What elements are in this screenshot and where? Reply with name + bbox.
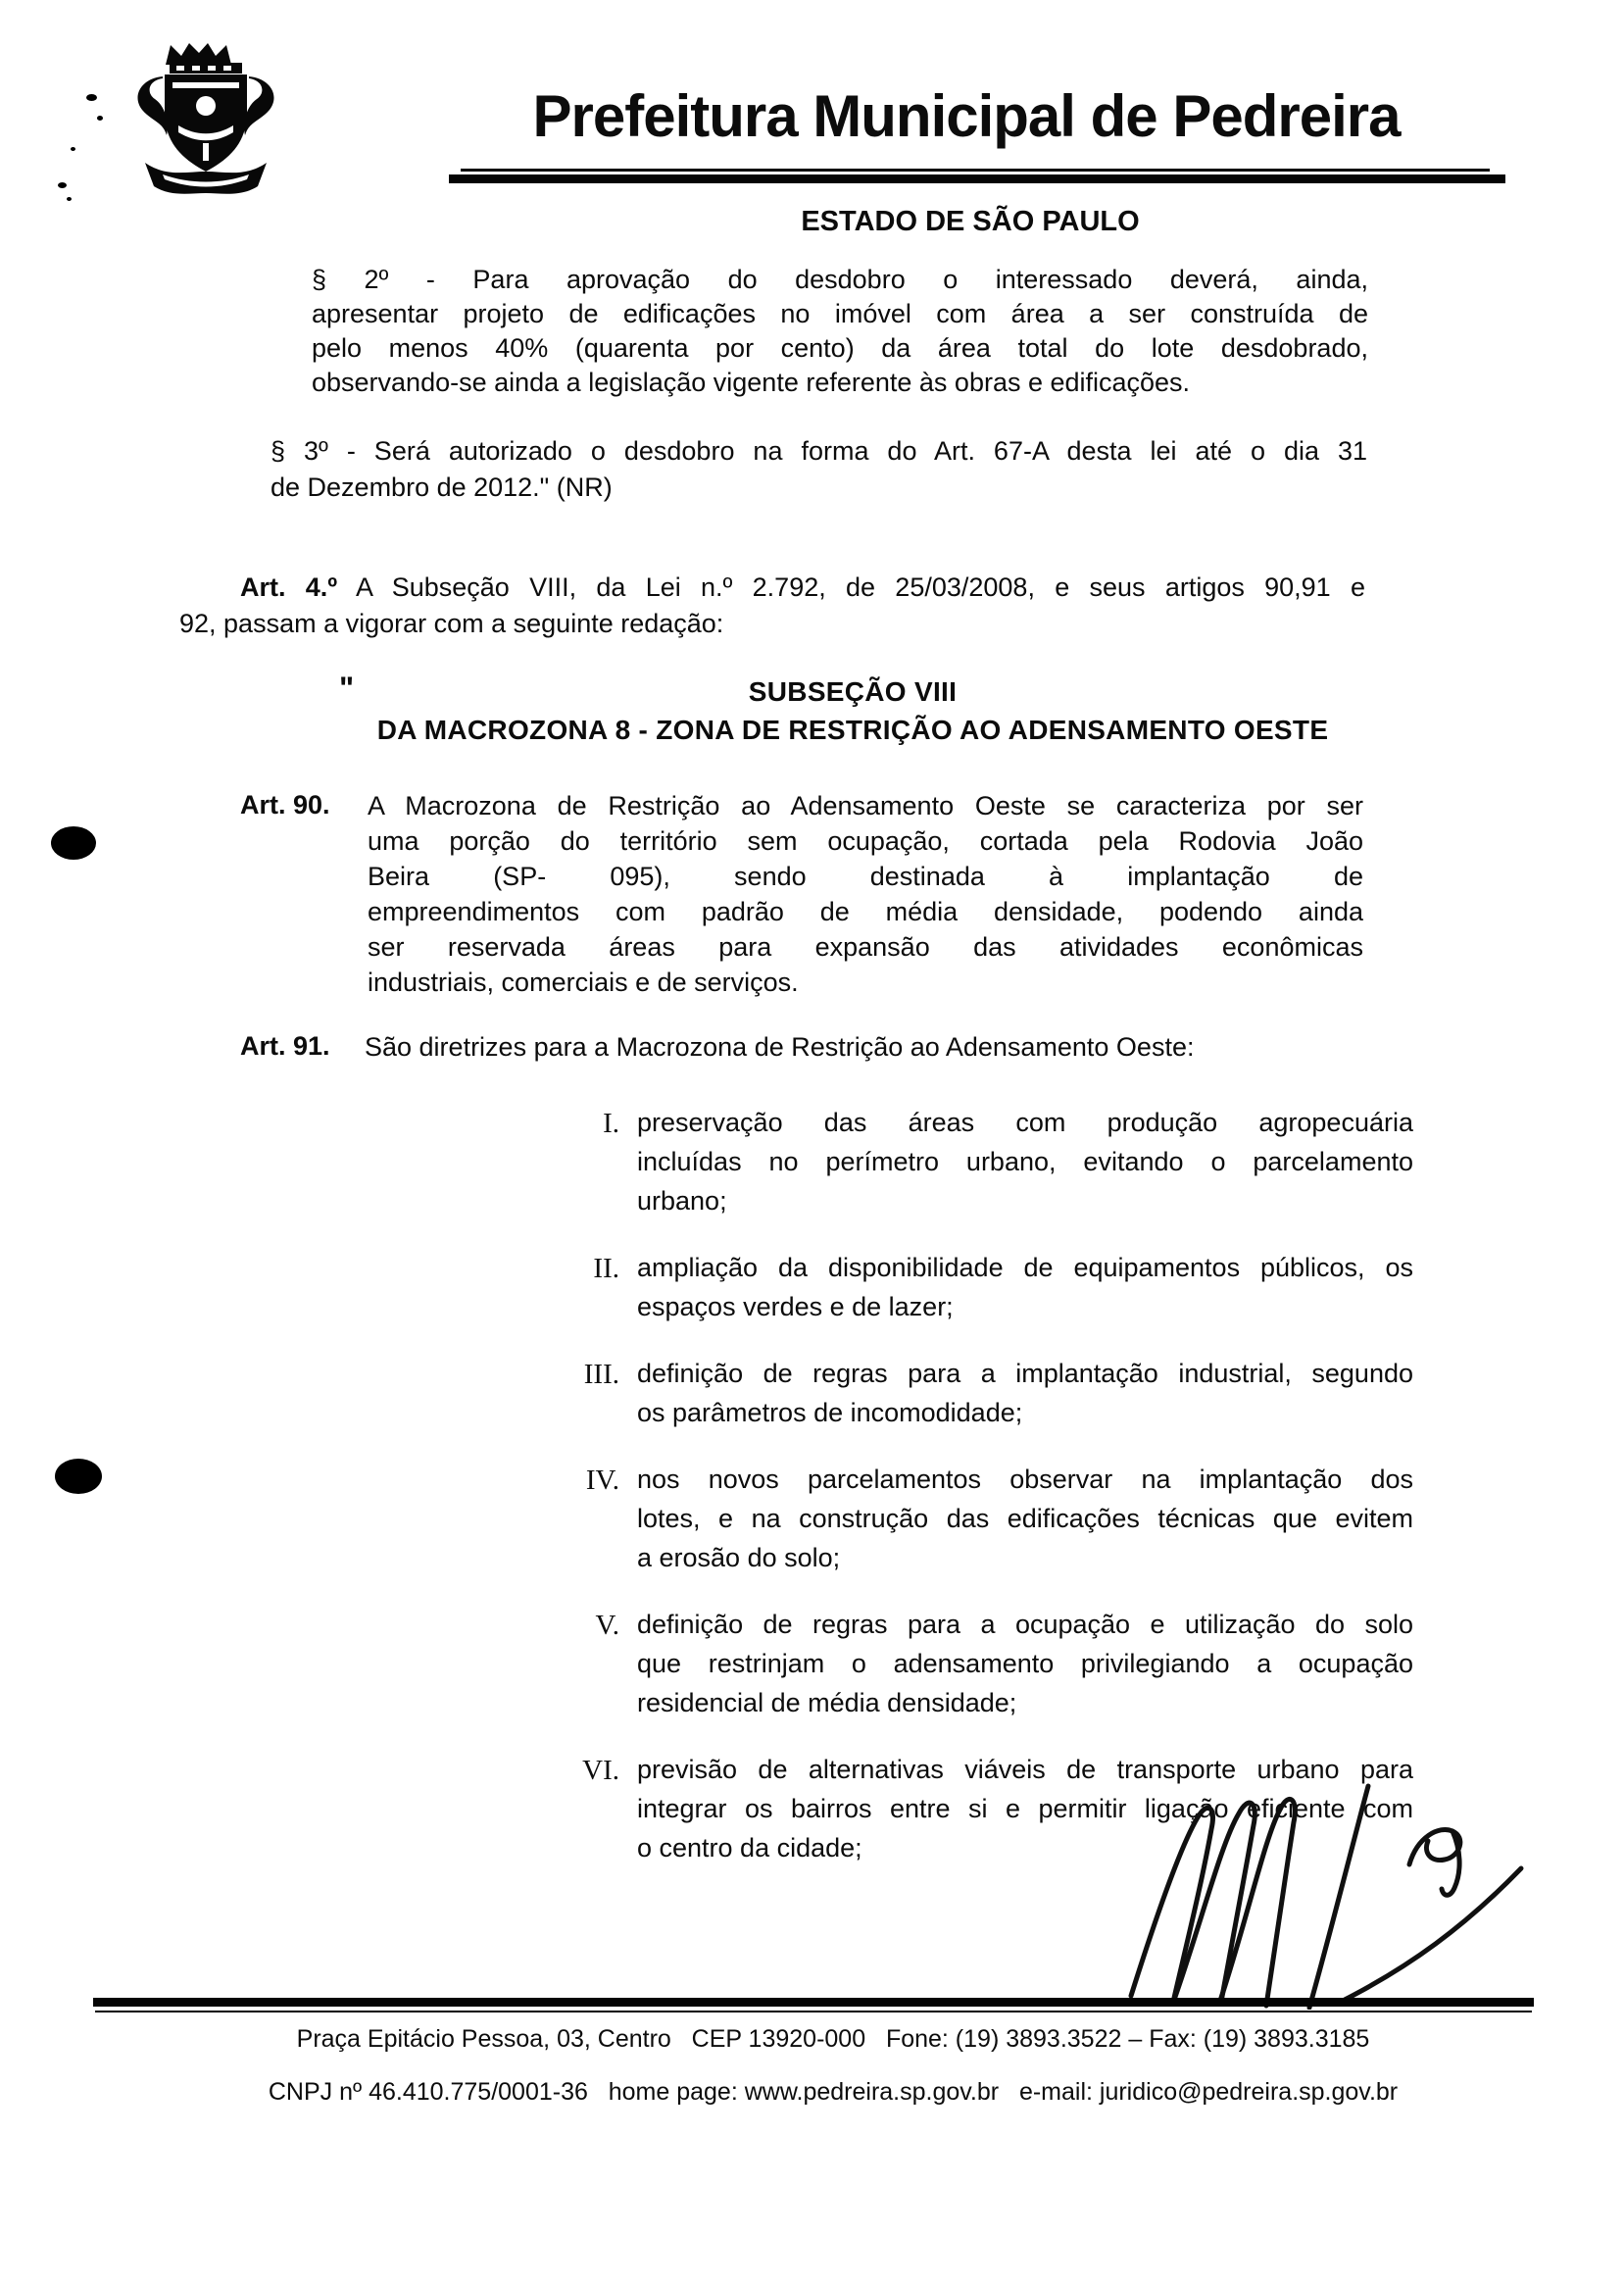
item-numeral: I.	[603, 1108, 619, 1139]
subsection-heading	[294, 672, 1411, 749]
footer-address-line: Praça Epitácio Pessoa, 03, Centro CEP 13920-000 Fone: (19) 3893.3522 – Fax: (19) 3893.3185	[296, 2025, 1370, 2053]
text-line: observando-se ainda a legislação vigente referente às obras e edificações.	[312, 368, 1191, 397]
list-item	[585, 1460, 1413, 1577]
item-numeral: V.	[595, 1610, 619, 1641]
paragraph-art4	[179, 570, 1365, 642]
list-item	[593, 1248, 1413, 1326]
text-line: pelo menos 40% (quarenta por cento) da área total do lote desdobrado,	[312, 333, 1368, 363]
text-line: industriais, comerciais e de serviços.	[368, 968, 799, 997]
text-line: preservação das áreas com produção agropecuária	[637, 1108, 1413, 1137]
paragraph-section2	[312, 263, 1368, 400]
item-numeral: III.	[583, 1359, 619, 1390]
text-line: urbano;	[637, 1186, 727, 1216]
footer-rule	[93, 1998, 1534, 2007]
text-line: os parâmetros de incomodidade;	[637, 1398, 1023, 1427]
text-line: incluídas no perímetro urbano, evitando o parcelamento	[637, 1147, 1413, 1176]
text-line: 92, passam a vigorar com a seguinte redação:	[179, 609, 724, 638]
text-line: nos novos parcelamentos observar na implantação dos	[637, 1465, 1413, 1494]
state-subtitle: ESTADO DE SÃO PAULO	[801, 206, 1140, 237]
hole-punch-mark	[55, 1459, 102, 1494]
text-line: integrar os bairros entre si e permitir ligação eficiente com	[637, 1794, 1413, 1823]
text-line: que restrinjam o adensamento privilegiando a ocupação	[637, 1649, 1413, 1678]
text-line: Art. 4.º A Subseção VIII, da Lei n.º 2.792, de 25/03/2008, e seus artigos 90,91 e	[240, 572, 1365, 602]
text-line: o centro da cidade;	[637, 1833, 862, 1863]
signature-mark	[1115, 1774, 1527, 2010]
subsection-subtitle: DA MACROZONA 8 - ZONA DE RESTRIÇÃO AO ADENSAMENTO OESTE	[376, 715, 1329, 745]
text-line: previsão de alternativas viáveis de transporte urbano para	[637, 1755, 1413, 1784]
subsection-title: SUBSEÇÃO VIII	[748, 676, 958, 707]
coat-of-arms-logo	[118, 37, 296, 212]
item-numeral: IV.	[585, 1465, 619, 1496]
text-line: Beira (SP- 095), sendo destinada à implantação de	[368, 862, 1363, 891]
paragraph-art90	[368, 788, 1363, 1000]
text-line: definição de regras para a implantação industrial, segundo	[637, 1359, 1413, 1388]
text-line: residencial de média densidade;	[637, 1688, 1017, 1717]
list-item	[583, 1354, 1413, 1432]
item-numeral: II.	[593, 1253, 619, 1284]
item-numeral: VI.	[582, 1755, 619, 1786]
text-line: ser reservada áreas para expansão das atividades econômicas	[368, 932, 1363, 962]
list-item	[595, 1605, 1413, 1722]
text-line: § 3º - Será autorizado o desdobro na forma do Art. 67-A desta lei até o dia 31	[271, 436, 1367, 466]
text-line: São diretrizes para a Macrozona de Restrição ao Adensamento Oeste:	[365, 1032, 1195, 1062]
footer-rule-thin	[95, 2011, 1532, 2012]
list-item	[603, 1103, 1413, 1220]
text-line: espaços verdes e de lazer;	[637, 1292, 954, 1321]
text-line: de Dezembro de 2012." (NR)	[271, 472, 613, 502]
text-line: lotes, e na construção das edificações técnicas que evitem	[637, 1504, 1413, 1533]
text-line: ampliação da disponibilidade de equipamentos públicos, os	[637, 1253, 1413, 1282]
scan-speckle	[97, 116, 103, 121]
scan-speckle	[67, 197, 72, 201]
art91-label: Art. 91.	[240, 1031, 330, 1061]
paragraph-section3	[271, 433, 1367, 506]
title-underline-thick	[449, 174, 1505, 183]
footer-contact-line: CNPJ nº 46.410.775/0001-36 home page: www.pedreira.sp.gov.br e-mail: juridico@pedreira.sp.gov.br	[268, 2078, 1399, 2106]
scan-speckle	[58, 182, 67, 188]
scan-speckle	[71, 147, 75, 151]
text-line: a erosão do solo;	[637, 1543, 841, 1572]
text-line: definição de regras para a ocupação e utilização do solo	[637, 1610, 1413, 1639]
text-line: empreendimentos com padrão de média densidade, podendo ainda	[368, 897, 1363, 926]
page-title: Prefeitura Municipal de Pedreira	[532, 83, 1401, 149]
text-line: apresentar projeto de edificações no imóvel com área a ser construída de	[312, 299, 1368, 328]
text-line: A Macrozona de Restrição ao Adensamento Oeste se caracteriza por ser	[368, 791, 1363, 820]
text-line: § 2º - Para aprovação do desdobro o interessado deverá, ainda,	[312, 265, 1368, 294]
hole-punch-mark	[51, 826, 96, 860]
paragraph-art91	[365, 1029, 1356, 1065]
text-line: uma porção do território sem ocupação, cortada pela Rodovia João	[368, 826, 1363, 856]
scan-speckle	[86, 94, 97, 101]
title-underline	[461, 169, 1490, 172]
art90-label: Art. 90.	[240, 790, 330, 820]
open-quote-mark: "	[339, 671, 355, 706]
